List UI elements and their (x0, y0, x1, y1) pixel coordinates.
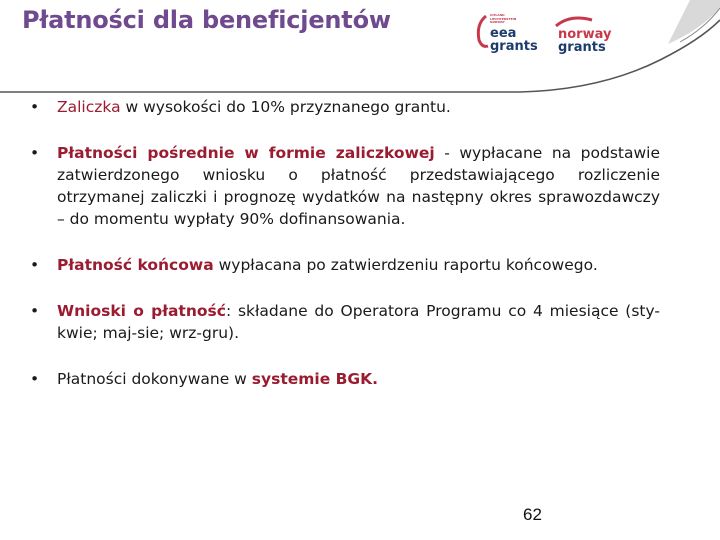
bullet-marker: • (30, 144, 40, 162)
bullet-highlight: Płatności pośrednie w formie zaliczkowej (57, 144, 435, 162)
bullet-highlight: Płatność końcowa (57, 256, 214, 274)
eea-swoosh-icon (474, 14, 490, 50)
corner-decoration (660, 0, 720, 50)
eea-grants-logo (474, 14, 544, 58)
eea-logo-grants-word: grants (490, 39, 538, 54)
bullet-marker: • (30, 98, 40, 116)
bullet-advance (30, 96, 660, 118)
bullet-payment-requests (30, 300, 660, 344)
bullet-text: w wysokości do 10% przyznanego grantu. (120, 98, 451, 116)
norway-logo-grants-word: grants (558, 40, 606, 55)
bullet-text: Płatności dokonywane w (57, 370, 252, 388)
bullet-marker: • (30, 302, 40, 320)
norway-logo-word: norway (558, 27, 612, 42)
page-number: 62 (523, 505, 542, 524)
bullet-text: - wypłacane na podstawie zatwierdzonego wniosku o płatność przedstawiającego rozliczenie otrzymanej zaliczki i prognozę wydatków na następny okres sprawozdawczy – do momentu wypłaty 90% dofinansowania. (57, 144, 660, 228)
bullet-marker: • (30, 256, 40, 274)
bullet-final-payment (30, 254, 660, 276)
bullet-marker: • (30, 370, 40, 388)
bullet-intermediate-payments (30, 142, 660, 230)
norway-grants-logo (550, 14, 620, 58)
bullet-bgk-system (30, 368, 660, 390)
bullet-highlight: Wnioski o płatność (57, 302, 226, 320)
bullet-highlight: Zaliczka (57, 98, 121, 116)
bullet-text: : składane do Operatora Programu co 4 miesiące (sty-kwie; maj-sie; wrz-gru). (57, 302, 661, 342)
eea-logo-word: eea (490, 26, 517, 41)
slide-title: Płatności dla beneficjentów (22, 6, 391, 34)
bullet-highlight: systemie BGK. (251, 370, 379, 388)
bullet-list (30, 96, 660, 414)
bullet-text: wypłacana po zatwierdzeniu raportu końcowego. (213, 256, 598, 274)
eea-logo-small-text: ICELAND LIECHTENSTEIN NORWAY (490, 13, 517, 24)
